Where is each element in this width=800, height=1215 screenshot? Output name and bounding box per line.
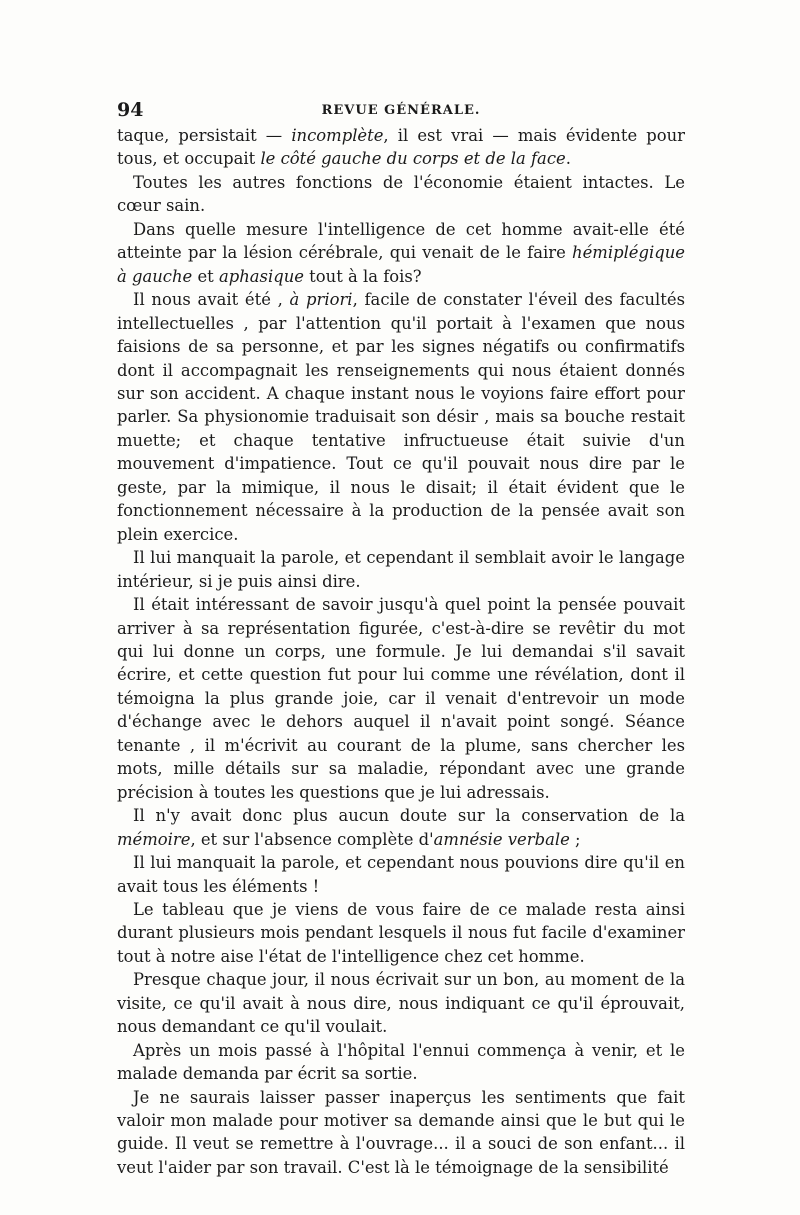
text-run: , et sur l'absence complète d': [190, 829, 434, 849]
text-run: .: [565, 149, 571, 169]
paragraph: [117, 218, 685, 288]
italic-text: à priori: [289, 290, 353, 310]
italic-text: le côté gauche du corps et de la face: [260, 149, 566, 169]
paragraph: [117, 804, 685, 851]
text-run: Dans quelle mesure l'intelligence de cet homme avait-elle été atteinte par la lésion cérébrale, qui venait de le faire: [117, 219, 685, 263]
text-run: Il n'y avait donc plus aucun doute sur la conservation de la: [133, 806, 685, 826]
paragraph: [117, 968, 685, 1038]
text-run: Presque chaque jour, il nous écrivait sur un bon, au moment de la visite, ce qu'il avait à nous dire, nous indiquant ce qu'il éprouvait, nous demandant ce qu'il voulait.: [117, 970, 685, 1037]
text-run: Il nous avait été ,: [133, 290, 290, 310]
text-run: Toutes les autres fonctions de l'économie étaient intactes. Le cœur sain.: [117, 172, 685, 216]
paragraph: [117, 546, 685, 593]
italic-text: incomplète: [291, 126, 384, 145]
paragraph: [117, 851, 685, 898]
text-run: Après un mois passé à l'hôpital l'ennui commença à venir, et le malade demanda par écrit sa sortie.: [117, 1040, 685, 1084]
text-run: Il lui manquait la parole, et cependant nous pouvions dire qu'il en avait tous les éléments !: [117, 853, 685, 896]
text-run: Le tableau que je viens de vous faire de ce malade resta ainsi durant plusieurs mois pendant lesquels il nous fut facile d'examiner tout à notre aise l'état de l'intelligence chez cet homme.: [117, 899, 685, 966]
paragraph: [117, 288, 685, 546]
text-run: tout à la fois?: [303, 266, 422, 286]
text-run: et: [192, 266, 219, 286]
text-run: Il était intéressant de savoir jusqu'à quel point la pensée pouvait arriver à sa représentation figurée, c'est-à-dire se revêtir du mot qui lui donne un corps, une formule. Je lui demandai s'il savait écrire, et cette question fut pour lui comme une révélation, dont il témoigna la plus grande joie, car il venait d'entrevoir un mode d'échange avec le dehors auquel il n'avait point songé. Séance tenante , il m'écrivit au courant de la plume, sans chercher les mots, mille détails sur sa maladie, répondant avec une grande précision à toutes les questions que je lui adressais.: [117, 595, 685, 802]
italic-text: mémoire: [117, 829, 191, 849]
text-run: , facile de constater l'éveil des facultés intellectuelles , par l'attention qu'il portait à l'examen que nous faisions de sa personne, et par les signes négatifs ou confirmatifs dont il accompagnait les renseignements qui nous étaient donnés sur son accident. A chaque instant nous le voyions faire effort pour parler. Sa physionomie traduisait son désir , mais sa bouche restait muette; et chaque tentative infructueuse était suivie d'un mouvement d'impatience. Tout ce qu'il pouvait nous dire par le geste, par la mimique, il nous le disait; il était évident que le fonctionnement nécessaire à la production de la pensée avait son plein exercice.: [117, 290, 685, 544]
text-run: Il lui manquait la parole, et cependant il semblait avoir le langage intérieur, si je puis ainsi dire.: [117, 548, 685, 591]
body-text: [117, 124, 685, 1179]
journal-title: REVUE GÉNÉRALE.: [321, 103, 481, 118]
page-number: 94: [117, 99, 144, 121]
text-run: , il est vrai — mais évidente pour tous, et occupait: [117, 126, 685, 169]
text-run: taque, persistait —: [117, 126, 292, 145]
running-head: [117, 99, 685, 123]
paragraph: [117, 898, 685, 968]
text-run: Je ne saurais laisser passer inaperçus les sentiments que fait valoir mon malade pour motiver sa demande ainsi que le but qui le guide. Il veut se remettre à l'ouvrage... il a souci de son enfant... il veut l'aider par son travail. C'est là le témoignage de la sensibilité: [117, 1087, 685, 1177]
italic-text: amnésie verbale: [433, 829, 570, 849]
italic-text: aphasique: [218, 266, 304, 286]
paragraph: [117, 593, 685, 804]
paragraph: [117, 171, 685, 218]
text-run: ;: [569, 829, 581, 849]
paragraph: [117, 124, 685, 171]
paragraph: [117, 1039, 685, 1086]
paragraph: [117, 1086, 685, 1180]
italic-text: hémiplégique à gauche: [117, 243, 685, 286]
